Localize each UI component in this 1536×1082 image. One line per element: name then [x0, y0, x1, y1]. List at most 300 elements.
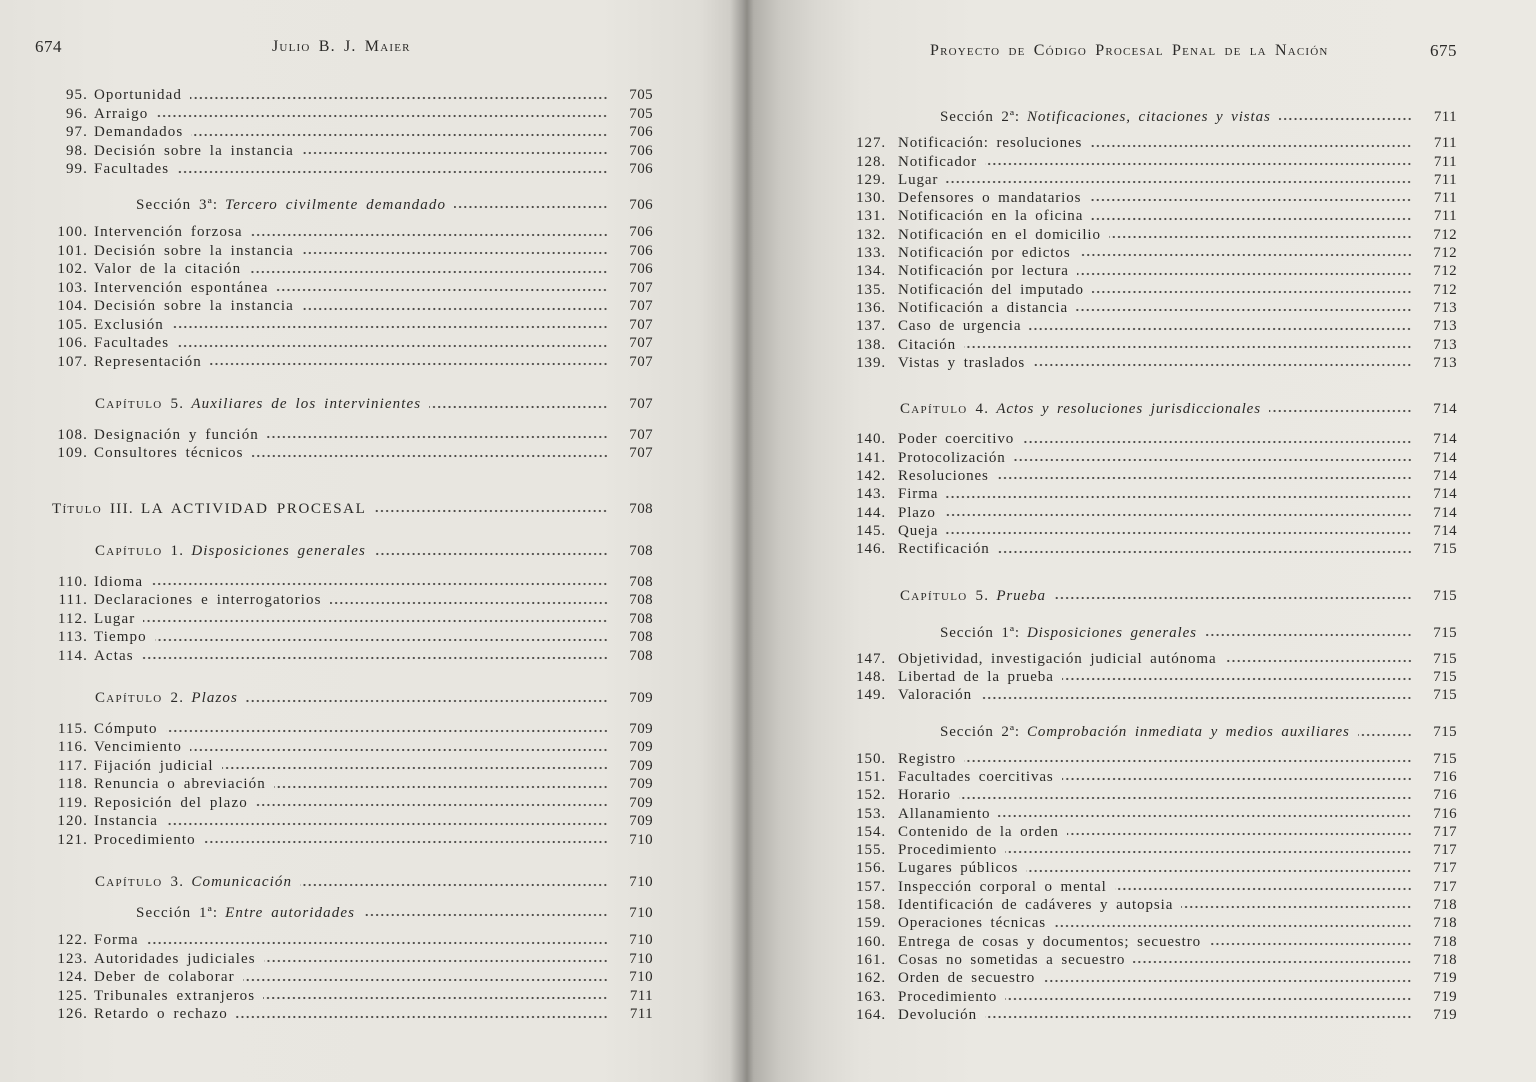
- entry-number: 158.: [856, 897, 886, 914]
- dot-leader: [985, 161, 1412, 167]
- dot-leader: [263, 995, 608, 1001]
- entry-page: 710: [629, 874, 653, 890]
- entry-title: Vistas y traslados: [898, 354, 1026, 371]
- entry-title: Contenido de la orden: [898, 823, 1059, 840]
- toc-entry: [52, 353, 653, 372]
- entry-title: Entrega de cosas y documentos; secuestro: [898, 933, 1202, 950]
- toc-entry: [52, 831, 653, 850]
- entry-number: 160.: [856, 933, 886, 950]
- entry-page: 711: [1433, 190, 1457, 207]
- toc-entry: [850, 668, 1457, 686]
- entry-page: 706: [629, 224, 653, 240]
- dot-leader: [374, 508, 608, 514]
- dot-leader: [1005, 996, 1412, 1002]
- entry-page: 709: [629, 813, 653, 829]
- toc-entry: [52, 260, 653, 279]
- entry-title: Demandados: [94, 124, 184, 140]
- entry-page: 714: [1433, 504, 1457, 521]
- table-of-contents-list: [52, 86, 653, 1024]
- entry-title: Plazo: [898, 504, 936, 521]
- toc-entry: [52, 775, 653, 794]
- toc-entry: [52, 573, 653, 592]
- entry-number: 143.: [856, 486, 886, 503]
- entry-number: 124.: [57, 969, 88, 985]
- dot-leader: [155, 637, 608, 643]
- toc-entry: [850, 522, 1457, 540]
- entry-label: Sección 1ª:: [136, 904, 219, 921]
- entry-number: 110.: [57, 573, 88, 590]
- toc-entry: [850, 540, 1457, 558]
- dot-leader: [997, 475, 1412, 481]
- toc-entry: [52, 738, 653, 757]
- dot-leader: [1209, 941, 1412, 947]
- dot-leader: [204, 839, 608, 845]
- entry-number: 146.: [856, 541, 886, 558]
- table-of-contents-list: [850, 108, 1457, 1024]
- toc-entry: [52, 1005, 653, 1024]
- entry-number: 109.: [57, 445, 88, 461]
- entry-number: 155.: [856, 842, 886, 859]
- entry-title: LA ACTIVIDAD PROCESAL: [140, 500, 367, 517]
- toc-entry: [52, 223, 653, 242]
- toc-entry: [52, 316, 653, 335]
- dot-leader: [302, 150, 608, 156]
- entry-title: Representación: [94, 353, 202, 370]
- page-number: 674: [35, 37, 62, 56]
- entry-title: Actas: [94, 647, 134, 664]
- dot-leader: [1054, 923, 1412, 929]
- entry-number: 140.: [856, 431, 886, 448]
- entry-title: Notificador: [898, 153, 978, 170]
- entry-number: 121.: [57, 831, 88, 848]
- entry-number: 153.: [856, 805, 886, 822]
- entry-number: 126.: [57, 1006, 88, 1022]
- entry-page: 706: [629, 242, 653, 259]
- entry-number: 106.: [57, 335, 88, 351]
- entry-number: 156.: [856, 860, 886, 877]
- entry-title: Notificación en el domicilio: [898, 226, 1101, 243]
- toc-section-heading: [850, 624, 1457, 642]
- dot-leader: [1109, 234, 1412, 240]
- entry-page: 707: [629, 445, 653, 461]
- toc-section-heading: [850, 108, 1457, 126]
- entry-title: Devolución: [898, 1006, 977, 1023]
- entry-title: Poder coercitivo: [898, 431, 1015, 448]
- entry-title: Facultades coercitivas: [898, 768, 1054, 785]
- entry-number: 102.: [57, 261, 88, 277]
- dot-leader: [429, 404, 608, 410]
- entry-page: 706: [629, 142, 653, 159]
- entry-title: Exclusión: [94, 316, 164, 333]
- dot-leader: [1033, 362, 1412, 368]
- dot-leader: [267, 434, 608, 440]
- toc-entry: [850, 805, 1457, 823]
- entry-title: Instancia: [94, 813, 159, 829]
- toc-entry: [850, 768, 1457, 786]
- entry-title: Comunicación: [191, 874, 293, 890]
- dot-leader: [959, 795, 1412, 801]
- dot-leader: [1090, 143, 1412, 149]
- dot-leader: [998, 813, 1412, 819]
- dot-leader: [300, 882, 608, 888]
- entry-title: Entre autoridades: [225, 904, 356, 921]
- entry-title: Tribunales extranjeros: [94, 987, 256, 1004]
- entry-page: 707: [629, 426, 653, 443]
- toc-entry: [52, 950, 653, 969]
- entry-page: 713: [1433, 318, 1457, 335]
- toc-section-heading: [850, 723, 1457, 741]
- entry-number: 134.: [856, 263, 886, 280]
- toc-entry: [52, 968, 653, 987]
- entry-page: 711: [629, 1006, 653, 1022]
- entry-page: 706: [629, 261, 653, 277]
- entry-number: 104.: [57, 298, 88, 314]
- entry-number: 144.: [856, 504, 886, 521]
- dot-leader: [1091, 216, 1412, 222]
- entry-number: 119.: [57, 794, 88, 811]
- toc-entry: [850, 841, 1457, 859]
- entry-number: 150.: [856, 750, 886, 767]
- entry-label: Sección 3ª:: [136, 196, 219, 213]
- entry-number: 147.: [856, 650, 886, 667]
- toc-entry: [52, 426, 653, 445]
- dot-leader: [302, 250, 608, 256]
- toc-entry: [52, 794, 653, 813]
- entry-title: Notificación a distancia: [898, 299, 1069, 316]
- entry-number: 154.: [856, 823, 886, 840]
- entry-title: Decisión sobre la instancia: [94, 298, 294, 314]
- entry-number: 111.: [58, 592, 88, 608]
- dot-leader: [946, 530, 1412, 536]
- dot-leader: [1054, 595, 1412, 601]
- dot-leader: [251, 232, 608, 238]
- entry-page: 712: [1433, 226, 1457, 243]
- dot-leader: [246, 698, 608, 704]
- entry-label: Capítulo 4.: [900, 401, 990, 418]
- entry-number: 98.: [65, 142, 88, 159]
- toc-entry: [850, 449, 1457, 467]
- entry-page: 715: [1433, 750, 1457, 767]
- running-head: Proyecto de Código Procesal Penal de la Nación: [930, 42, 1329, 59]
- entry-page: 718: [1433, 915, 1457, 932]
- toc-entry: [850, 430, 1457, 448]
- dot-leader: [222, 765, 608, 771]
- dot-leader: [1077, 271, 1412, 277]
- entry-number: 108.: [57, 426, 88, 443]
- entry-number: 159.: [856, 915, 886, 932]
- dot-leader: [166, 821, 608, 827]
- toc-chapter-heading: [52, 542, 653, 561]
- toc-entry: [850, 226, 1457, 244]
- dot-leader: [1076, 307, 1412, 313]
- toc-entry: [850, 750, 1457, 768]
- entry-title: Notificación del imputado: [898, 281, 1084, 298]
- dot-leader: [142, 655, 608, 661]
- toc-entry: [52, 720, 653, 739]
- entry-title: Valoración: [898, 687, 972, 704]
- toc-entry: [52, 334, 653, 353]
- toc-entry: [850, 914, 1457, 932]
- dot-leader: [998, 549, 1412, 555]
- toc-entry: [850, 896, 1457, 914]
- toc-entry: [52, 242, 653, 261]
- entry-page: 707: [629, 335, 653, 351]
- entry-page: 710: [629, 932, 653, 948]
- entry-number: 152.: [856, 787, 886, 804]
- dot-leader: [1079, 252, 1412, 258]
- entry-title: Decisión sobre la instancia: [94, 242, 294, 259]
- entry-title: Lugar: [898, 171, 939, 188]
- toc-chapter-heading: [52, 395, 653, 414]
- entry-number: 129.: [856, 171, 886, 188]
- dot-leader: [1115, 886, 1412, 892]
- dot-leader: [190, 95, 608, 101]
- toc-entry: [850, 281, 1457, 299]
- toc-section-heading: [52, 904, 653, 923]
- toc-entry: [850, 988, 1457, 1006]
- dot-leader: [210, 361, 608, 367]
- toc-entry: [850, 189, 1457, 207]
- entry-page: 710: [629, 950, 653, 967]
- entry-number: 112.: [57, 610, 88, 627]
- entry-title: Tercero civilmente demandado: [225, 196, 447, 213]
- entry-page: 714: [1433, 431, 1457, 448]
- entry-title: Prueba: [996, 587, 1046, 604]
- entry-number: 161.: [856, 951, 886, 968]
- entry-number: 164.: [856, 1006, 886, 1023]
- dot-leader: [147, 940, 608, 946]
- entry-page: 708: [629, 610, 653, 627]
- entry-page: 709: [629, 776, 653, 792]
- dot-leader: [302, 306, 608, 312]
- entry-page: 717: [1433, 842, 1457, 859]
- entry-number: 118.: [57, 776, 88, 792]
- entry-number: 138.: [856, 336, 886, 353]
- dot-leader: [1029, 326, 1412, 332]
- entry-page: 713: [1433, 299, 1457, 316]
- entry-title: Disposiciones generales: [1026, 624, 1197, 641]
- entry-page: 706: [629, 196, 653, 213]
- dot-leader: [249, 269, 608, 275]
- toc-entry: [850, 969, 1457, 987]
- entry-title: Libertad de la prueba: [898, 669, 1054, 686]
- entry-title: Registro: [898, 750, 957, 767]
- dot-leader: [276, 287, 608, 293]
- dot-leader: [1205, 632, 1412, 638]
- dot-leader: [143, 618, 608, 624]
- dot-leader: [363, 912, 608, 918]
- entry-title: Citación: [898, 336, 957, 353]
- toc-entry: [52, 86, 653, 105]
- toc-section-heading: [52, 196, 653, 215]
- entry-page: 713: [1433, 336, 1457, 353]
- entry-page: 717: [1433, 823, 1457, 840]
- toc-entry: [850, 878, 1457, 896]
- entry-number: 99.: [65, 161, 88, 177]
- toc-entry: [850, 1006, 1457, 1024]
- entry-title: Identificación de cadáveres y autopsia: [898, 897, 1174, 914]
- entry-page: 711: [1433, 171, 1457, 188]
- entry-page: 719: [1433, 988, 1457, 1005]
- entry-title: Designación y función: [94, 426, 259, 443]
- dot-leader: [1092, 289, 1412, 295]
- toc-entry: [850, 823, 1457, 841]
- entry-page: 715: [1433, 650, 1457, 667]
- entry-title: Rectificación: [898, 541, 990, 558]
- toc-entry: [52, 297, 653, 316]
- toc-entry: [52, 142, 653, 161]
- toc-chapter-heading: [850, 587, 1457, 605]
- entry-page: 714: [1433, 468, 1457, 485]
- entry-page: 715: [1433, 669, 1457, 686]
- dot-leader: [156, 113, 608, 119]
- dot-leader: [946, 179, 1412, 185]
- entry-title: Fijación judicial: [94, 757, 214, 774]
- toc-entry: [52, 628, 653, 647]
- entry-number: 141.: [856, 449, 886, 466]
- entry-page: 715: [1433, 724, 1457, 741]
- entry-title: Orden de secuestro: [898, 970, 1036, 987]
- entry-title: Firma: [898, 486, 939, 503]
- entry-title: Notificaciones, citaciones y vistas: [1026, 109, 1271, 125]
- toc-entry: [850, 485, 1457, 503]
- entry-page: 719: [1433, 970, 1457, 987]
- entry-number: 103.: [57, 279, 88, 296]
- entry-label: Capítulo 5.: [95, 396, 185, 412]
- entry-title: Protocolización: [898, 449, 1006, 466]
- entry-label: Capítulo 1.: [95, 543, 185, 559]
- entry-page: 705: [629, 87, 653, 103]
- entry-title: Procedimiento: [898, 988, 998, 1005]
- entry-title: Inspección corporal o mental: [898, 878, 1107, 895]
- entry-title: Intervención forzosa: [94, 224, 243, 240]
- entry-page: 718: [1433, 933, 1457, 950]
- dot-leader: [274, 784, 608, 790]
- entry-page: 711: [1433, 153, 1457, 170]
- dot-leader: [1026, 868, 1412, 874]
- entry-title: Notificación por lectura: [898, 263, 1069, 280]
- entry-number: 125.: [57, 987, 88, 1004]
- entry-title: Procedimiento: [94, 831, 196, 848]
- entry-title: Tiempo: [94, 629, 147, 645]
- toc-chapter-heading: [850, 400, 1457, 418]
- toc-entry: [52, 591, 653, 610]
- entry-number: 114.: [57, 647, 88, 664]
- entry-label: Sección 2ª:: [940, 109, 1020, 125]
- entry-title: Forma: [94, 932, 139, 948]
- entry-number: 113.: [57, 629, 88, 645]
- entry-title: Facultades: [94, 335, 170, 351]
- dot-leader: [1043, 978, 1412, 984]
- entry-page: 707: [629, 298, 653, 314]
- toc-entry: [850, 153, 1457, 171]
- toc-title-heading: [52, 500, 653, 519]
- entry-label: Título III.: [52, 500, 134, 517]
- entry-number: 132.: [856, 226, 886, 243]
- entry-page: 711: [1433, 135, 1457, 152]
- entry-page: 708: [629, 647, 653, 664]
- entry-number: 162.: [856, 970, 886, 987]
- toc-entry: [52, 647, 653, 666]
- dot-leader: [1022, 439, 1412, 445]
- dot-leader: [980, 695, 1412, 701]
- dot-leader: [985, 1014, 1412, 1020]
- entry-page: 708: [629, 629, 653, 645]
- entry-number: 120.: [57, 813, 88, 829]
- entry-title: Actos y resoluciones jurisdiccionales: [996, 401, 1261, 418]
- dot-leader: [454, 204, 608, 210]
- entry-number: 128.: [856, 153, 886, 170]
- entry-page: 708: [629, 543, 653, 559]
- entry-title: Renuncia o abreviación: [94, 776, 266, 792]
- entry-label: Sección 2ª:: [940, 724, 1020, 741]
- entry-page: 710: [629, 831, 653, 848]
- toc-entry: [850, 207, 1457, 225]
- dot-leader: [236, 1014, 608, 1020]
- page-number: 675: [1430, 41, 1457, 60]
- entry-page: 715: [1433, 587, 1457, 604]
- dot-leader: [1005, 849, 1412, 855]
- dot-leader: [1358, 732, 1412, 738]
- entry-page: 715: [1433, 687, 1457, 704]
- entry-number: 149.: [856, 687, 886, 704]
- toc-entry: [850, 134, 1457, 152]
- entry-page: 707: [629, 396, 653, 412]
- dot-leader: [330, 600, 608, 606]
- entry-label: Sección 1ª:: [940, 624, 1020, 641]
- dot-leader: [172, 324, 608, 330]
- entry-number: 97.: [65, 124, 88, 140]
- dot-leader: [374, 551, 608, 557]
- entry-number: 142.: [856, 468, 886, 485]
- entry-page: 711: [1433, 109, 1457, 125]
- entry-title: Resoluciones: [898, 468, 989, 485]
- toc-entry: [850, 933, 1457, 951]
- toc-entry: [52, 610, 653, 629]
- entry-number: 131.: [856, 208, 886, 225]
- entry-page: 714: [1433, 449, 1457, 466]
- toc-entry: [850, 467, 1457, 485]
- dot-leader: [166, 728, 608, 734]
- entry-number: 137.: [856, 318, 886, 335]
- toc-entry: [52, 931, 653, 950]
- dot-leader: [256, 802, 608, 808]
- toc-entry: [850, 650, 1457, 668]
- entry-title: Lugar: [94, 610, 136, 627]
- entry-page: 718: [1433, 951, 1457, 968]
- entry-title: Comprobación inmediata y medios auxiliares: [1026, 724, 1350, 741]
- dot-leader: [964, 344, 1412, 350]
- dot-leader: [177, 169, 608, 175]
- entry-page: 709: [629, 794, 653, 811]
- dot-leader: [1279, 116, 1412, 122]
- entry-title: Valor de la citación: [94, 261, 242, 277]
- toc-entry: [52, 812, 653, 831]
- entry-title: Plazos: [191, 690, 238, 706]
- entry-title: Operaciones técnicas: [898, 915, 1047, 932]
- entry-page: 707: [629, 353, 653, 370]
- toc-entry: [52, 279, 653, 298]
- entry-page: 709: [629, 757, 653, 774]
- entry-number: 105.: [57, 316, 88, 333]
- toc-chapter-heading: [52, 873, 653, 892]
- entry-number: 135.: [856, 281, 886, 298]
- entry-title: Consultores técnicos: [94, 445, 244, 461]
- entry-page: 716: [1433, 787, 1457, 804]
- dot-leader: [264, 958, 608, 964]
- dot-leader: [944, 512, 1412, 518]
- entry-title: Notificación por edictos: [898, 245, 1071, 262]
